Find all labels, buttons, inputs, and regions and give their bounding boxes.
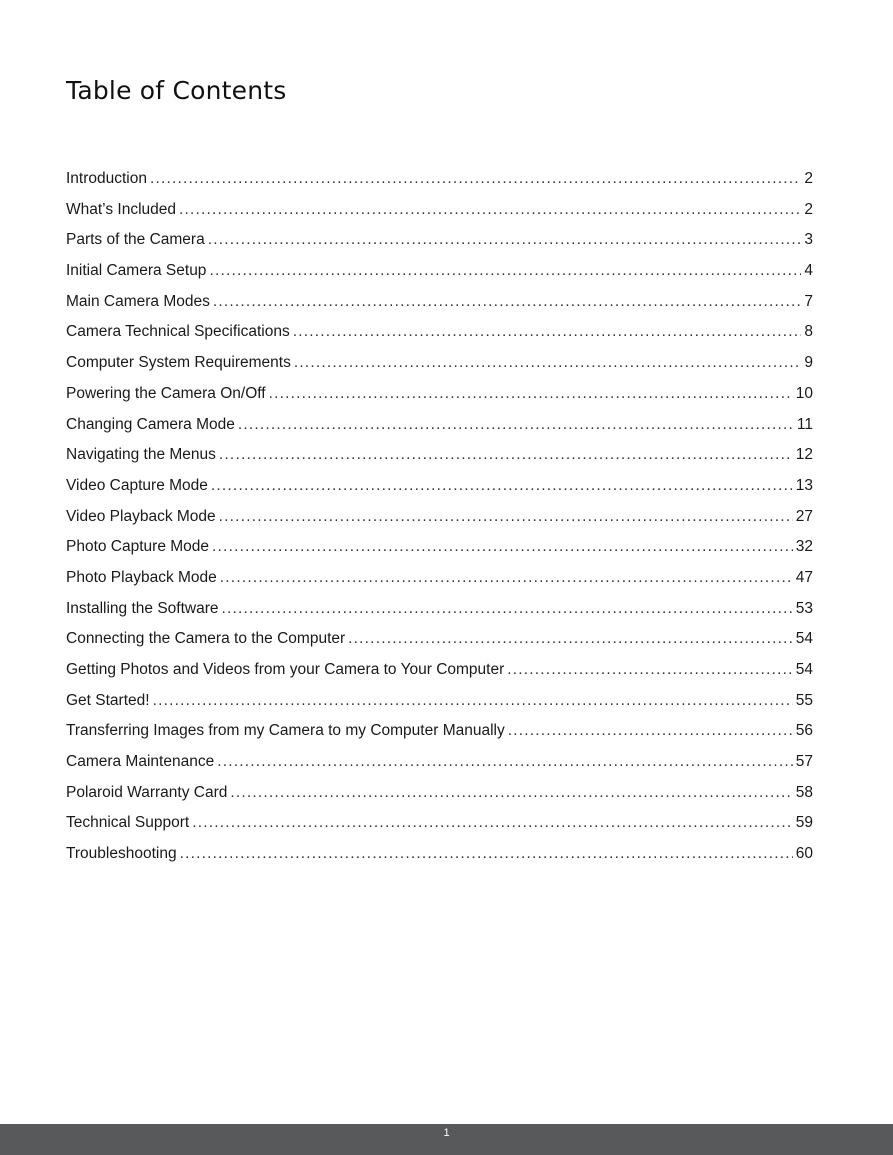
toc-dot-leader xyxy=(220,563,793,594)
toc-entry-label: Computer System Requirements xyxy=(66,354,291,372)
toc-entry-label: Main Camera Modes xyxy=(66,292,210,310)
toc-entry[interactable] xyxy=(66,686,813,717)
toc-entry-label: Camera Maintenance xyxy=(66,753,215,771)
toc-entry-label: Troubleshooting xyxy=(66,845,177,863)
toc-dot-leader xyxy=(219,440,793,471)
toc-entry[interactable] xyxy=(66,410,813,441)
toc-entry[interactable] xyxy=(66,379,813,410)
toc-entry-label: Video Capture Mode xyxy=(66,476,208,494)
toc-dot-leader xyxy=(153,686,793,717)
toc-page-number: 55 xyxy=(795,691,813,709)
footer-bar xyxy=(0,1124,893,1155)
toc-entry[interactable] xyxy=(66,164,813,195)
toc-dot-leader xyxy=(293,317,802,348)
toc-page-number: 54 xyxy=(795,661,813,678)
toc-dot-leader xyxy=(209,256,801,287)
toc-entry[interactable] xyxy=(66,532,813,563)
toc-entry-label: Introduction xyxy=(66,170,147,187)
toc-page-number: 54 xyxy=(795,630,813,648)
toc-entry[interactable] xyxy=(66,348,813,379)
toc-page-number: 53 xyxy=(795,599,813,617)
toc-entry-label: Video Playback Mode xyxy=(66,507,216,525)
toc-dot-leader xyxy=(211,471,793,502)
toc-page-number: 9 xyxy=(804,354,813,372)
toc-page-number: 4 xyxy=(804,262,813,280)
toc-entry[interactable] xyxy=(66,747,813,778)
toc-entry[interactable] xyxy=(66,502,813,533)
toc-entry[interactable] xyxy=(66,440,813,471)
toc-page-number: 11 xyxy=(796,415,813,433)
toc-dot-leader xyxy=(230,778,792,809)
page-title: Table of Contents xyxy=(66,76,287,105)
toc-entry-label: Get Started! xyxy=(66,691,150,709)
toc-entry-label: Installing the Software xyxy=(66,599,219,617)
toc-page-number: 60 xyxy=(795,845,813,863)
toc-entry[interactable] xyxy=(66,594,813,625)
toc-entry[interactable] xyxy=(66,471,813,502)
toc-dot-leader xyxy=(192,808,793,839)
toc-page-number: 2 xyxy=(804,200,813,218)
toc-page-number: 47 xyxy=(795,568,813,586)
toc-entry[interactable] xyxy=(66,716,813,747)
page-number: 1 xyxy=(443,1127,450,1139)
toc-page-number: 10 xyxy=(795,384,813,402)
toc-dot-leader xyxy=(213,287,802,318)
toc-page-number: 32 xyxy=(795,538,813,556)
toc-entry[interactable] xyxy=(66,808,813,839)
toc-entry-label: Connecting the Camera to the Computer xyxy=(66,630,346,648)
toc-entry-label: Parts of the Camera xyxy=(66,231,205,249)
toc-page-number: 57 xyxy=(795,753,813,771)
toc-entry-label: Changing Camera Mode xyxy=(66,415,235,433)
toc-entry-label: Photo Capture Mode xyxy=(66,538,210,556)
toc-entry-label: Polaroid Warranty Card xyxy=(66,783,228,801)
toc-dot-leader xyxy=(269,379,793,410)
toc-dot-leader xyxy=(212,532,793,563)
toc-entry-label: Initial Camera Setup xyxy=(66,262,207,280)
toc-entry-label: Transferring Images from my Camera to my Computer Manually xyxy=(66,722,505,740)
toc-entry[interactable] xyxy=(66,287,813,318)
toc-page-number: 58 xyxy=(795,783,813,801)
toc-entry[interactable] xyxy=(66,778,813,809)
toc-page-number: 12 xyxy=(795,446,813,464)
table-of-contents-list xyxy=(66,164,813,870)
toc-page-number: 27 xyxy=(795,507,813,525)
toc-page-number: 3 xyxy=(804,231,813,249)
toc-entry-label: Getting Photos and Videos from your Camera to Your Computer xyxy=(66,661,505,678)
toc-entry[interactable] xyxy=(66,195,813,226)
toc-entry[interactable] xyxy=(66,839,813,870)
toc-entry-label: Technical Support xyxy=(66,814,190,832)
toc-entry-label: Camera Technical Specifications xyxy=(66,323,290,341)
toc-page-number: 59 xyxy=(795,814,813,832)
toc-entry[interactable] xyxy=(66,317,813,348)
toc-dot-leader xyxy=(208,225,802,256)
toc-dot-leader xyxy=(217,747,793,778)
toc-dot-leader xyxy=(507,655,792,686)
toc-entry[interactable] xyxy=(66,256,813,287)
toc-entry-label: Photo Playback Mode xyxy=(66,568,217,586)
toc-page-number: 7 xyxy=(804,292,813,310)
toc-page-number: 13 xyxy=(795,476,813,494)
toc-entry[interactable] xyxy=(66,624,813,655)
toc-entry-label: Navigating the Menus xyxy=(66,446,216,464)
toc-dot-leader xyxy=(179,195,801,226)
toc-entry[interactable] xyxy=(66,225,813,256)
toc-dot-leader xyxy=(238,410,794,441)
toc-entry-label: Powering the Camera On/Off xyxy=(66,384,266,402)
toc-page-number: 2 xyxy=(804,170,813,187)
toc-entry-label: What’s Included xyxy=(66,200,176,218)
toc-dot-leader xyxy=(150,164,801,195)
toc-dot-leader xyxy=(508,716,793,747)
toc-dot-leader xyxy=(348,624,793,655)
toc-page-number: 56 xyxy=(795,722,813,740)
toc-entry[interactable] xyxy=(66,563,813,594)
toc-entry[interactable] xyxy=(66,655,813,686)
toc-page-number: 8 xyxy=(804,323,813,341)
toc-dot-leader xyxy=(219,502,793,533)
toc-dot-leader xyxy=(180,839,793,870)
toc-dot-leader xyxy=(222,594,793,625)
toc-dot-leader xyxy=(294,348,802,379)
